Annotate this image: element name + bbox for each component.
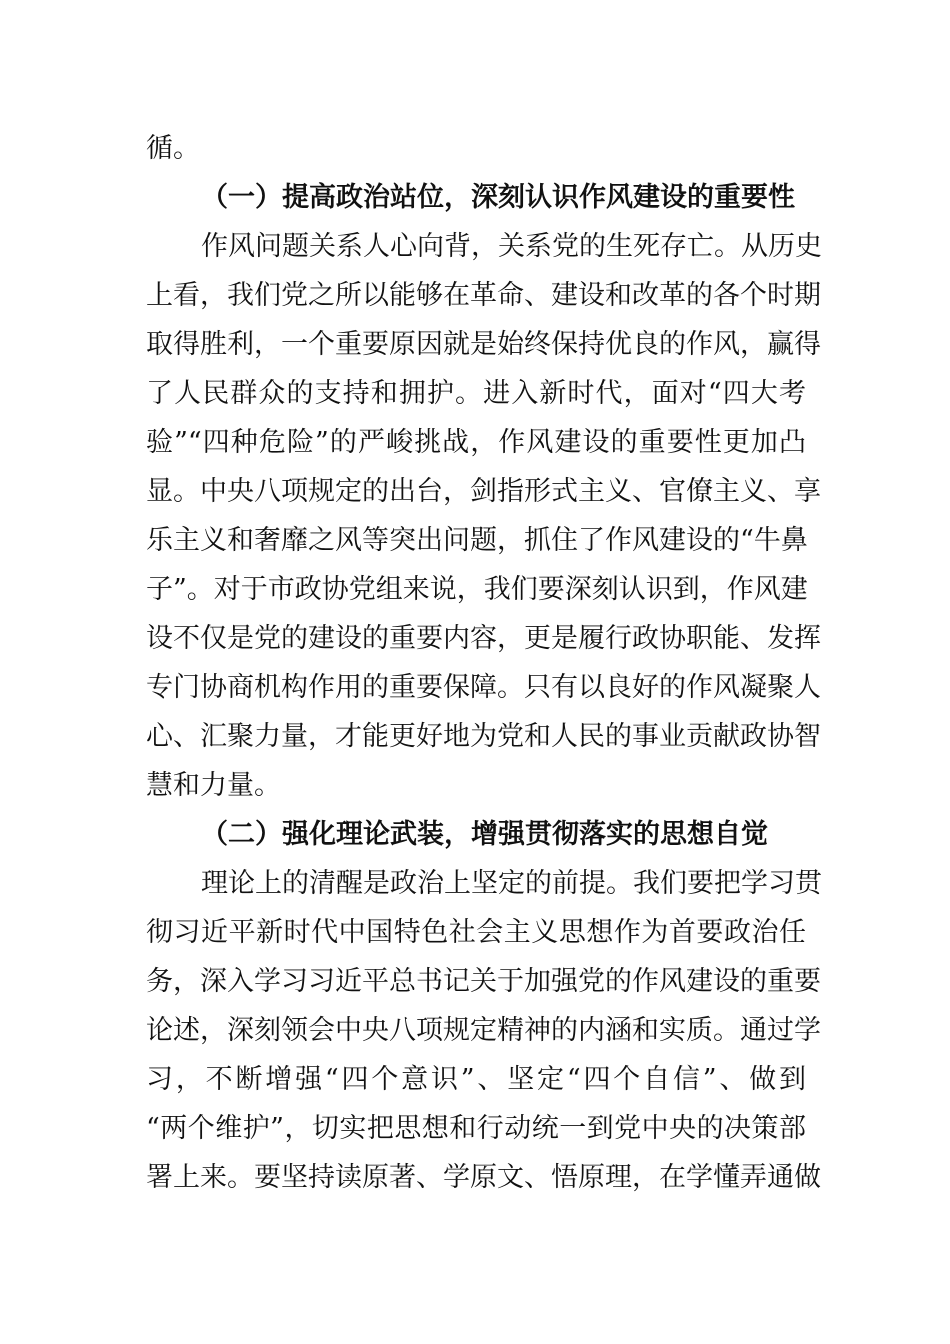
document-body [146,124,822,1202]
paragraph-line: 上看，我们党之所以能够在革命、建设和改革的各个时期 [146,280,821,311]
paragraph-line: 理论上的清醒是政治上坚定的前提。我们要把学习贯 [201,868,822,899]
paragraph-line: 了人民群众的支持和拥护。进入新时代，面对“四大考 [146,378,806,409]
section-heading-1: （一）提高政治站位，深刻认识作风建设的重要性 [201,182,795,213]
paragraph-line: 设不仅是党的建设的重要内容，更是履行政协职能、发挥 [146,623,821,654]
paragraph-line: “两个维护”，切实把思想和行动统一到党中央的决策部 [146,1113,806,1144]
paragraph-line: 习，不断增强“四个意识”、坚定“四个自信”、做到 [146,1064,806,1095]
paragraph-line: 乐主义和奢靡之风等突出问题，抓住了作风建设的“牛鼻 [146,525,808,556]
paragraph-line: 显。中央八项规定的出台，剑指形式主义、官僚主义、享 [146,476,821,507]
paragraph-line: 子”。对于市政协党组来说，我们要深刻认识到，作风建 [146,574,808,605]
paragraph-line: 署上来。要坚持读原著、学原文、悟原理，在学懂弄通做 [146,1162,821,1193]
paragraph-line: 务，深入学习习近平总书记关于加强党的作风建设的重要 [146,966,821,997]
paragraph-line: 验”“四种危险”的严峻挑战，作风建设的重要性更加凸 [146,427,806,458]
paragraph-line: 论述，深刻领会中央八项规定精神的内涵和实质。通过学 [146,1015,821,1046]
paragraph-line: 循。 [146,133,200,164]
section-heading-2: （二）强化理论武装，增强贯彻落实的思想自觉 [201,819,768,850]
paragraph-line: 慧和力量。 [146,770,281,801]
paragraph-line: 作风问题关系人心向背，关系党的生死存亡。从历史 [201,231,822,262]
paragraph-line: 取得胜利，一个重要原因就是始终保持优良的作风，赢得 [146,329,821,360]
paragraph-line: 心、汇聚力量，才能更好地为党和人民的事业贡献政协智 [146,721,821,752]
paragraph-line: 彻习近平新时代中国特色社会主义思想作为首要政治任 [146,917,806,948]
paragraph-line: 专门协商机构作用的重要保障。只有以良好的作风凝聚人 [146,672,821,703]
